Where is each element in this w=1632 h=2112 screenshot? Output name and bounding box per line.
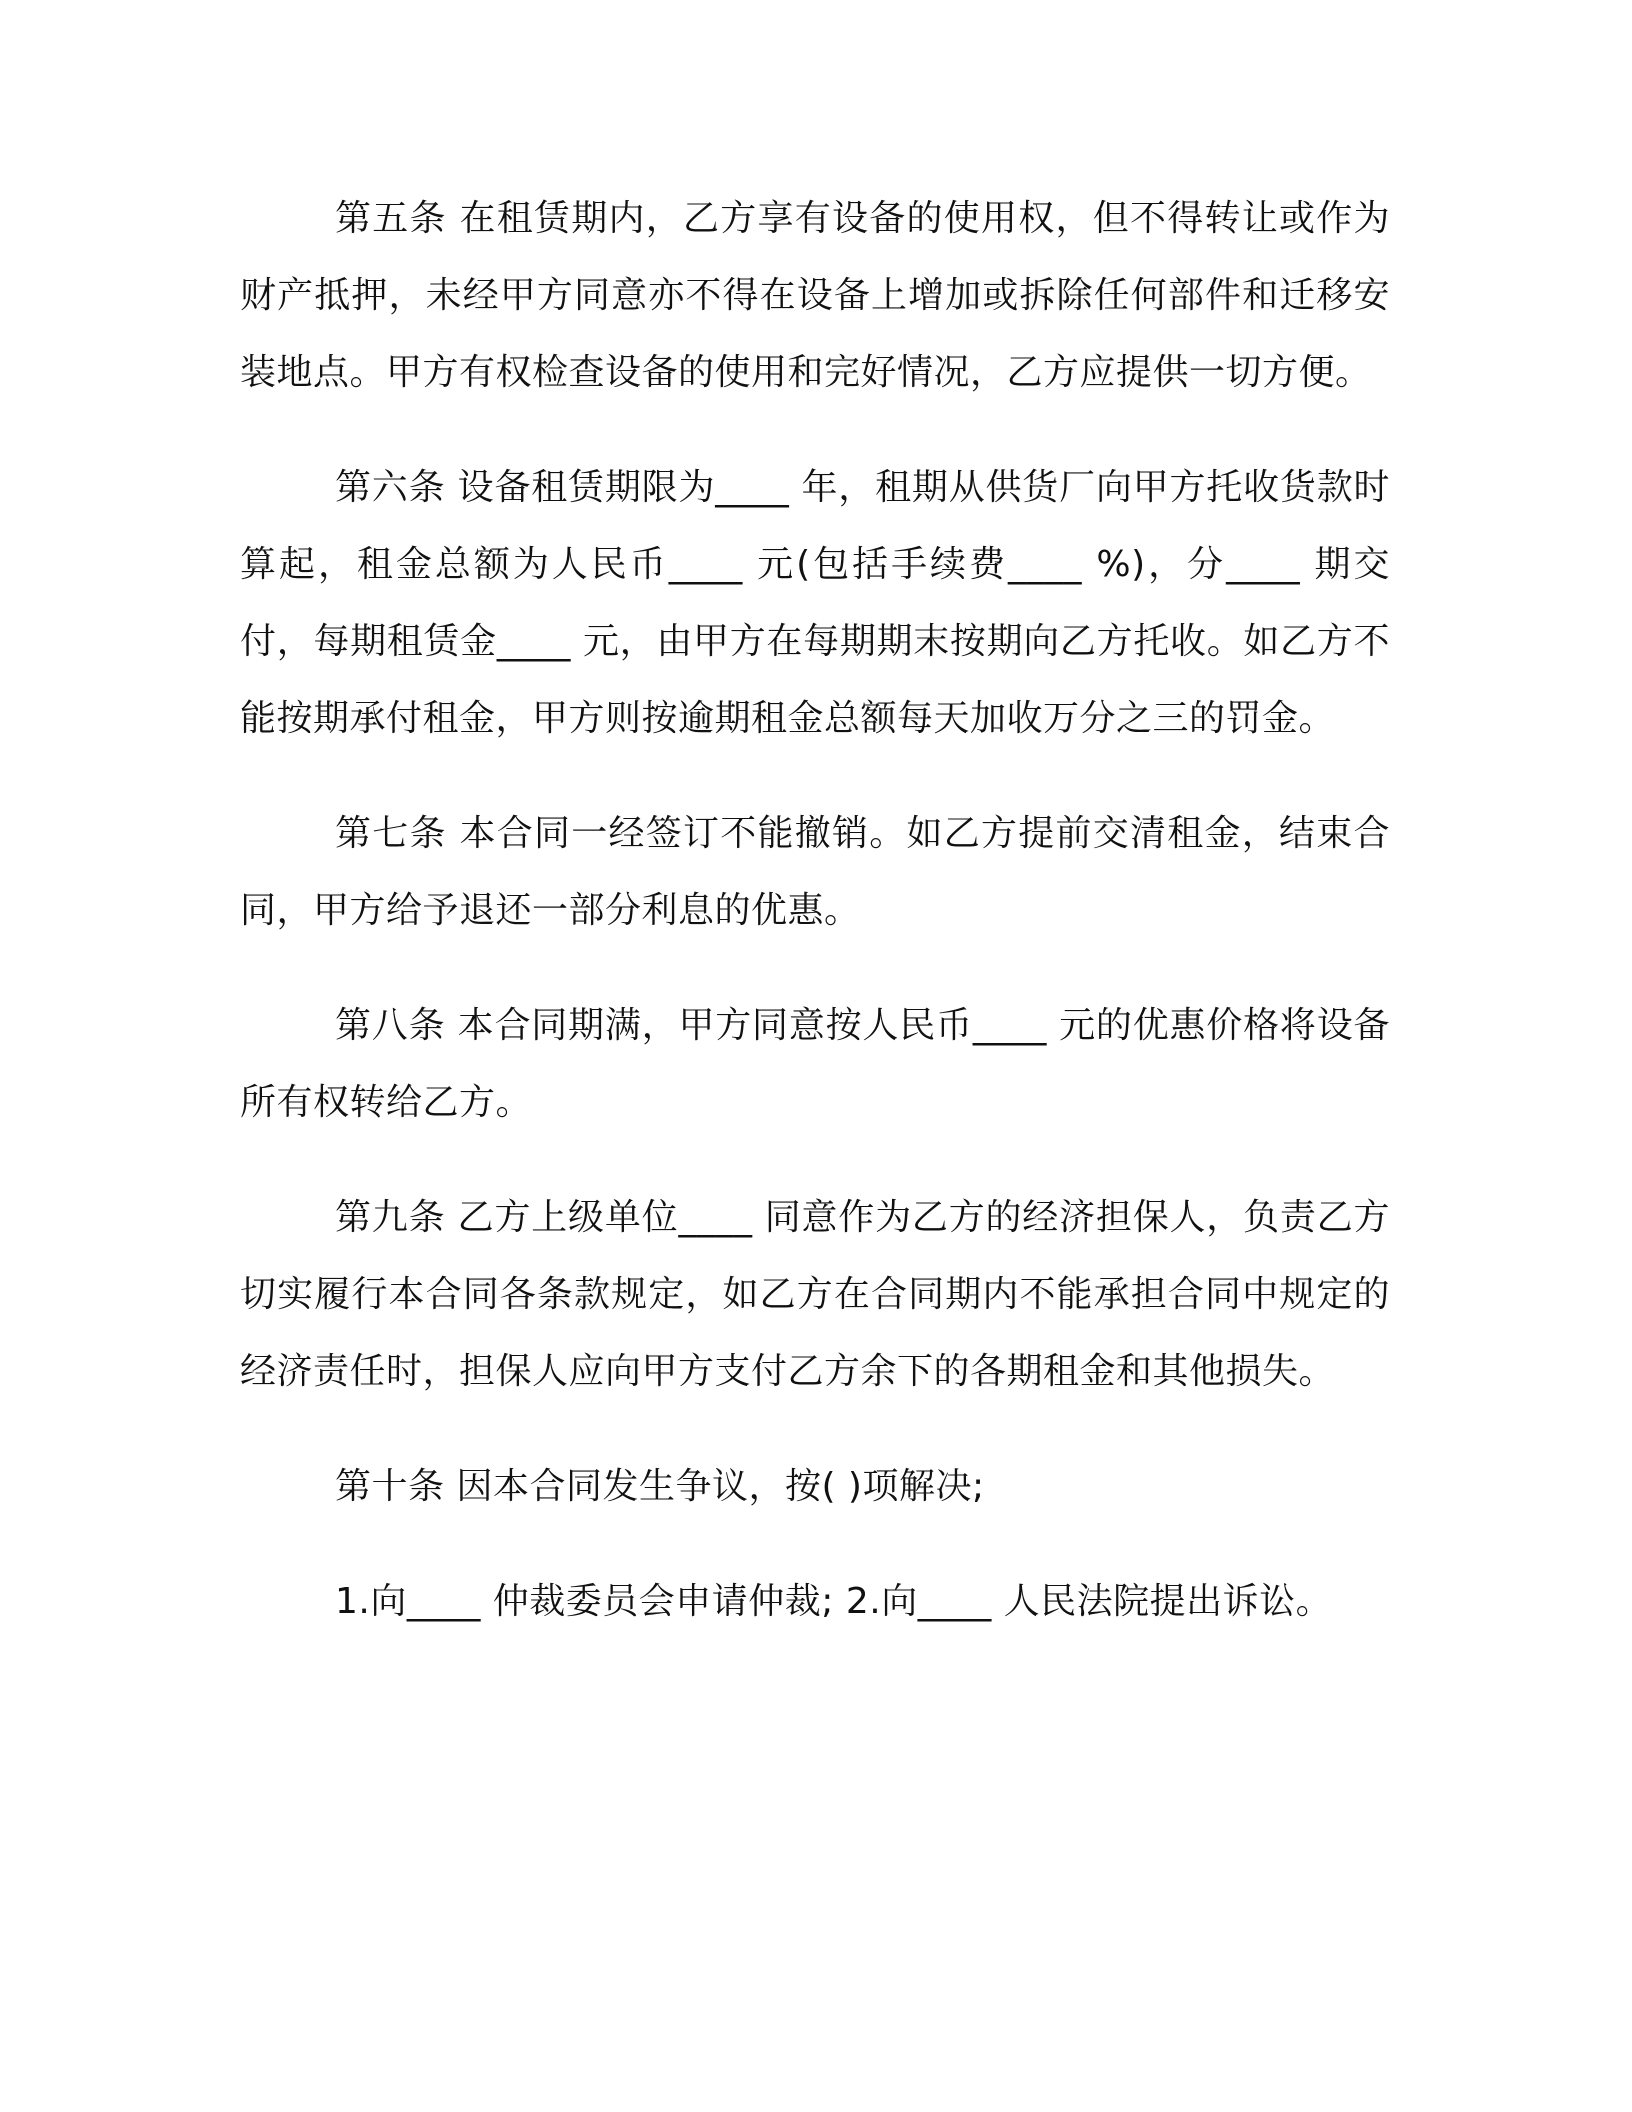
document-body [240, 180, 1390, 1678]
clause-10-paragraph: 第十条 因本合同发生争议，按( )项解决; [335, 1466, 985, 1507]
clause-5-paragraph: 第五条 在租赁期内，乙方享有设备的使用权，但不得转让或作为财产抵押，未经甲方同意亦不得在设备上增加或拆除任何部件和迁移安装地点。甲方有权检查设备的使用和完好情况，乙方应提供一切方便。 [240, 198, 1390, 393]
clause-9-paragraph: 第九条 乙方上级单位____ 同意作为乙方的经济担保人，负责乙方切实履行本合同各条款规定，如乙方在合同期内不能承担合同中规定的经济责任时，担保人应向甲方支付乙方余下的各期租金和其他损失。 [240, 1197, 1390, 1392]
dispute-options-paragraph: 1.向____ 仲裁委员会申请仲裁; 2.向____ 人民法院提出诉讼。 [335, 1581, 1333, 1622]
clause-7-paragraph: 第七条 本合同一经签订不能撤销。如乙方提前交清租金，结束合同，甲方给予退还一部分利息的优惠。 [240, 813, 1390, 931]
clause-6-paragraph: 第六条 设备租赁期限为____ 年，租期从供货厂向甲方托收货款时算起，租金总额为人民币____ 元(包括手续费____ %)，分____ 期交付，每期租赁金____ 元，由甲方在每期期末按期向乙方托收。如乙方不能按期承付租金，甲方则按逾期租金总额每天加收万分之三的罚金。 [240, 467, 1390, 739]
clause-8-paragraph: 第八条 本合同期满，甲方同意按人民币____ 元的优惠价格将设备所有权转给乙方。 [240, 1005, 1390, 1123]
